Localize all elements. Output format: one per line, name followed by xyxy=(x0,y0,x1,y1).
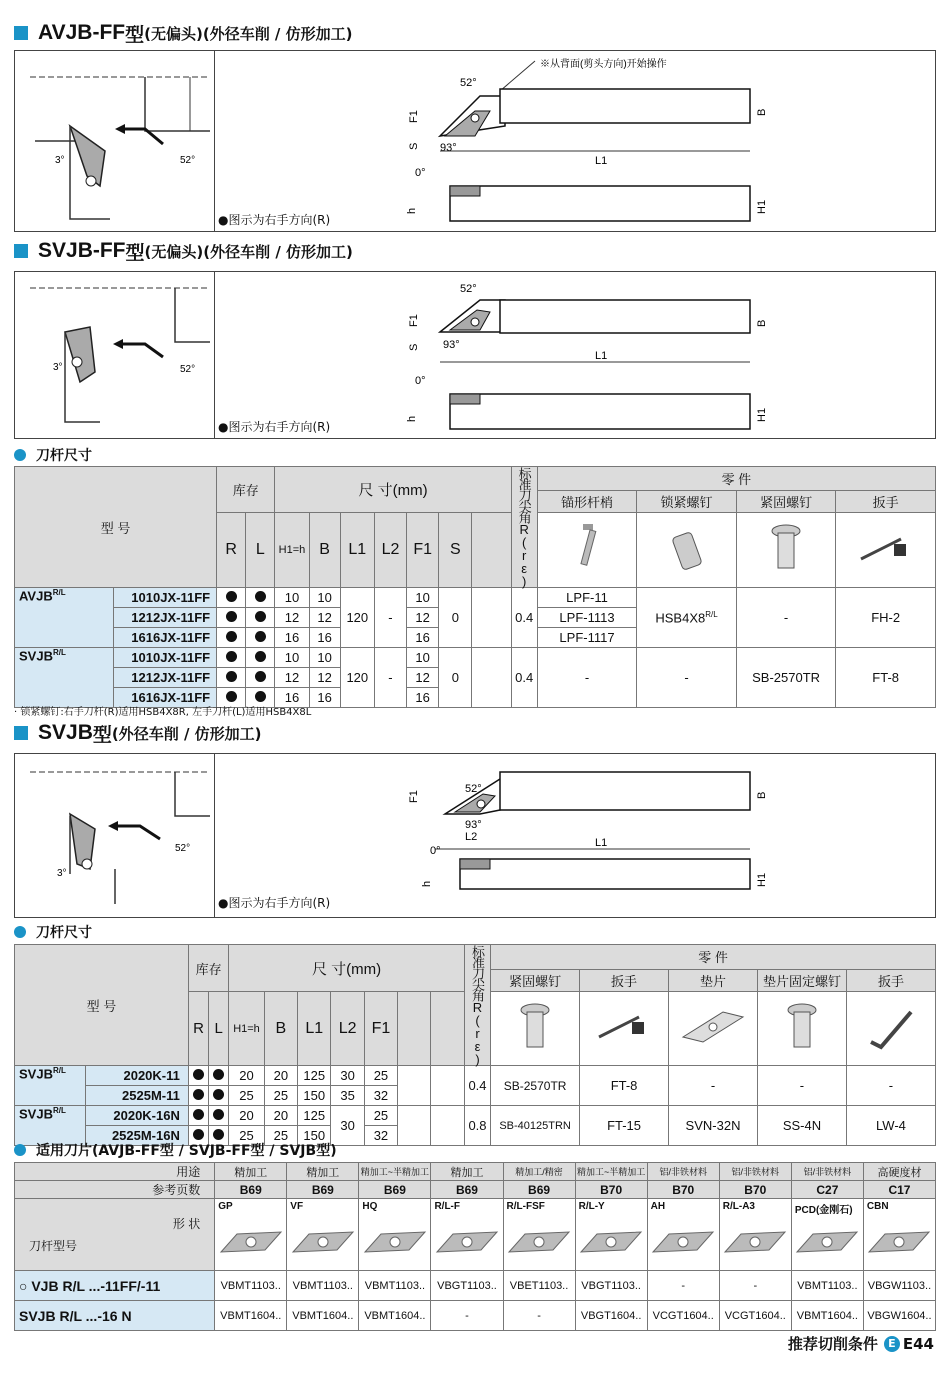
header-parts: 零 件 xyxy=(491,945,936,970)
svg-text:52°: 52° xyxy=(465,783,482,795)
stock-dot-icon xyxy=(213,1109,224,1120)
page-cell[interactable]: B69 xyxy=(359,1181,431,1199)
cutting-conditions-link[interactable]: 推荐切削条件 E E44 xyxy=(787,1334,934,1353)
insert-code-cell: VBMT1604.. xyxy=(359,1301,431,1331)
svg-text:3°: 3° xyxy=(53,362,63,373)
header-dimensions: 尺 寸(mm) xyxy=(229,945,465,992)
header-l2: L2 xyxy=(374,513,406,588)
insert-shape-cell xyxy=(215,1199,287,1271)
page-cell[interactable]: B70 xyxy=(647,1181,719,1199)
insert-code-cell: VBGW1103.. xyxy=(863,1271,935,1301)
svg-text:※从背面(剪头方向)开始操作: ※从背面(剪头方向)开始操作 xyxy=(540,59,667,70)
svg-text:H1: H1 xyxy=(756,407,768,422)
header-r: R xyxy=(217,513,246,588)
svg-text:B: B xyxy=(756,319,768,327)
stock-dot-icon xyxy=(226,611,237,622)
stock-dot-icon xyxy=(255,691,266,702)
svg-text:L2: L2 xyxy=(465,831,478,843)
pin-image xyxy=(537,513,637,588)
table-row: 1616JX-11FF 16 16 16 xyxy=(15,688,936,708)
insert-diamond-icon xyxy=(649,1222,717,1262)
header-part-wrench: 扳手 xyxy=(580,969,669,991)
chipbreaker-label: VF xyxy=(290,1201,304,1212)
header-part-shim: 垫片 xyxy=(669,969,758,991)
dimension-drawing xyxy=(395,754,815,917)
table-row: ○ VJB R/L ...-11FF/-11 VBMT1103.. VBMT1103.. VBMT1103.. VBGT1103.. VBET1103.. VBGT1103.. - - VBMT1103.. VBGW1103.. xyxy=(15,1271,936,1301)
header-l1: L1 xyxy=(298,992,331,1066)
circle-bullet-icon xyxy=(14,1144,26,1156)
stock-dot-icon xyxy=(213,1069,224,1080)
insert-diamond-icon xyxy=(721,1222,789,1262)
page-cell[interactable]: B69 xyxy=(503,1181,575,1199)
use-cell: 铝/非铁材料 xyxy=(791,1163,863,1181)
orientation-caption: ●图示为右手方向(R) xyxy=(218,213,331,227)
insert-diamond-icon xyxy=(361,1222,429,1262)
tool-holder-sketch xyxy=(15,754,215,917)
arrow-circle-icon: E xyxy=(884,1336,900,1352)
svg-text:B: B xyxy=(756,108,768,116)
header-part-lock-screw: 锁紧螺钉 xyxy=(637,491,737,513)
insert-code-cell: VBMT1103.. xyxy=(215,1271,287,1301)
clamp-screw-image xyxy=(736,513,836,588)
svg-text:52°: 52° xyxy=(460,77,477,89)
svg-text:L1: L1 xyxy=(595,350,608,362)
holder-table-svjb xyxy=(14,944,936,1146)
insert-diamond-icon xyxy=(505,1222,573,1262)
svg-text:H1: H1 xyxy=(756,872,768,887)
tool-holder-sketch xyxy=(15,51,215,231)
svg-text:L1: L1 xyxy=(595,837,608,849)
insert-code-cell: VBMT1103.. xyxy=(791,1271,863,1301)
wrench-image xyxy=(580,992,669,1066)
table-row: 1616JX-11FF 16 16 16 LPF-1117 xyxy=(15,628,936,648)
page-cell[interactable]: B69 xyxy=(287,1181,359,1199)
insert-diamond-icon xyxy=(577,1222,645,1262)
svg-text:3°: 3° xyxy=(57,868,67,879)
stock-dot-icon xyxy=(226,631,237,642)
table-row: $SVJB^{R/L}$ 1010JX-11FF 10 10 120 - 10 0 0.4 - - SB-2570TR FT-8 xyxy=(15,648,936,668)
svg-text:F1: F1 xyxy=(408,110,420,123)
chipbreaker-label: R/L-Y xyxy=(578,1201,605,1212)
use-cell: 精加工/精密 xyxy=(503,1163,575,1181)
header-b: B xyxy=(264,992,297,1066)
stock-dot-icon xyxy=(226,591,237,602)
holder-table-ff xyxy=(14,466,936,708)
svg-text:h: h xyxy=(421,880,433,887)
holder-tip-sketch-icon xyxy=(15,754,215,917)
header-l2: L2 xyxy=(331,992,364,1066)
header-part-clamp-screw: 紧固螺钉 xyxy=(491,969,580,991)
svg-text:F1: F1 xyxy=(408,314,420,327)
header-model: 型 号 xyxy=(15,945,189,1066)
insert-shape-cell xyxy=(287,1199,359,1271)
svg-text:52°: 52° xyxy=(460,283,477,295)
header-l: L xyxy=(209,992,229,1066)
square-bullet-icon xyxy=(14,726,28,740)
stock-dot-icon xyxy=(226,671,237,682)
holder-tip-sketch-icon xyxy=(15,51,215,231)
insert-code-cell: VBMT1103.. xyxy=(359,1271,431,1301)
table-row: 2525M-11 25 25 150 35 32 xyxy=(15,1086,936,1106)
stock-dot-icon xyxy=(193,1089,204,1100)
insert-code-cell: - xyxy=(503,1301,575,1331)
table3-subtitle: 适用刀片(AVJB-FF型 / SVJB-FF型 / SVJB型) xyxy=(14,1140,337,1160)
insert-code-cell: - xyxy=(647,1271,719,1301)
svg-text:52°: 52° xyxy=(180,364,196,375)
insert-code-cell: VBGT1604.. xyxy=(575,1301,647,1331)
svg-text:93°: 93° xyxy=(443,339,460,351)
page-cell[interactable]: C27 xyxy=(791,1181,863,1199)
table-row: 2525M-16N 25 25 150 32 xyxy=(15,1126,936,1146)
page-cell[interactable]: C17 xyxy=(863,1181,935,1199)
svg-text:93°: 93° xyxy=(465,819,482,831)
insert-code-cell: - xyxy=(431,1301,503,1331)
table1-subtitle: 刀杆尺寸 xyxy=(14,445,92,465)
chipbreaker-label: PCD(金刚石) xyxy=(794,1205,853,1216)
stock-dot-icon xyxy=(193,1069,204,1080)
insert-table xyxy=(14,1162,936,1331)
shim-image xyxy=(669,992,758,1066)
chipbreaker-label: HQ xyxy=(362,1201,378,1212)
circle-bullet-icon xyxy=(14,449,26,461)
insert-code-cell: VCGT1604.. xyxy=(719,1301,791,1331)
header-part-pin: 锚形杆梢 xyxy=(537,491,637,513)
header-part-clamp-screw: 紧固螺钉 xyxy=(736,491,836,513)
header-part-wrench: 扳手 xyxy=(836,491,936,513)
header-s: S xyxy=(439,513,472,588)
svg-text:S: S xyxy=(408,343,420,351)
stock-dot-icon xyxy=(255,611,266,622)
square-bullet-icon xyxy=(14,244,28,258)
insert-code-cell: VCGT1604.. xyxy=(647,1301,719,1331)
insert-code-cell: VBGT1103.. xyxy=(575,1271,647,1301)
insert-diamond-icon xyxy=(793,1222,861,1262)
header-page: 参考页数 xyxy=(15,1181,215,1199)
stock-dot-icon xyxy=(213,1089,224,1100)
circle-bullet-icon xyxy=(14,926,26,938)
insert-shape-cell xyxy=(575,1199,647,1271)
header-shape: 形 状 刀杆型号 xyxy=(15,1199,215,1271)
insert-diamond-icon xyxy=(865,1222,933,1262)
header-f1: F1 xyxy=(407,513,439,588)
svg-text:h: h xyxy=(406,415,418,422)
table-row: $SVJB^{R/L}$ 2020K-16N 20 20 125 30 25 0.8 SB-40125TRN FT-15 SVN-32N SS-4N LW-4 xyxy=(15,1106,936,1126)
use-cell: 高硬度材 xyxy=(863,1163,935,1181)
table2-subtitle: 刀杆尺寸 xyxy=(14,922,92,942)
use-cell: 精加工 xyxy=(287,1163,359,1181)
diagram-avjb-ff xyxy=(14,50,936,232)
page-cell[interactable]: B69 xyxy=(215,1181,287,1199)
header-h1h: H1=h xyxy=(229,992,264,1066)
page-cell[interactable]: B70 xyxy=(719,1181,791,1199)
use-cell: 铝/非铁材料 xyxy=(647,1163,719,1181)
diagram-svjb-ff xyxy=(14,271,936,439)
section-title-svjb: SVJB 型 (外径车削 / 仿形加工) xyxy=(14,720,262,746)
insert-shape-cell xyxy=(863,1199,935,1271)
square-bullet-icon xyxy=(14,26,28,40)
orientation-caption: ●图示为右手方向(R) xyxy=(218,420,331,434)
insert-shape-cell xyxy=(647,1199,719,1271)
insert-diamond-icon xyxy=(289,1222,357,1262)
wrench-image xyxy=(836,513,936,588)
header-l1: L1 xyxy=(340,513,374,588)
hex-key-image xyxy=(846,992,935,1066)
insert-code-cell: VBGT1103.. xyxy=(431,1271,503,1301)
header-radius: 标准刀尖角R(rε) xyxy=(511,467,537,588)
insert-code-cell: - xyxy=(719,1271,791,1301)
stock-dot-icon xyxy=(255,591,266,602)
stock-dot-icon xyxy=(255,671,266,682)
stock-dot-icon xyxy=(226,691,237,702)
table-row: $AVJB^{R/L}$ 1010JX-11FF 10 10 120 - 10 0 0.4 LPF-11 $HSB4X8^{R/L}$ - FH-2 xyxy=(15,588,936,608)
use-cell: 精加工~半精加工 xyxy=(575,1163,647,1181)
stock-dot-icon xyxy=(213,1129,224,1140)
header-stock: 库存 xyxy=(188,945,228,992)
section-title-avjb-ff: AVJB-FF 型 (无偏头)(外径车削 / 仿形加工) xyxy=(14,20,352,46)
insert-shape-cell xyxy=(503,1199,575,1271)
header-r: R xyxy=(188,992,208,1066)
stock-dot-icon xyxy=(226,651,237,662)
table-row: $SVJB^{R/L}$ 2020K-11 20 20 125 30 25 0.4 SB-2570TR FT-8 - - - xyxy=(15,1066,936,1086)
chipbreaker-label: GP xyxy=(218,1201,233,1212)
insert-code-cell: VBET1103.. xyxy=(503,1271,575,1301)
header-f1: F1 xyxy=(364,992,397,1066)
use-cell: 铝/非铁材料 xyxy=(719,1163,791,1181)
dimension-drawing xyxy=(395,51,815,231)
svg-text:B: B xyxy=(756,791,768,799)
tool-holder-sketch xyxy=(15,272,215,438)
table-row: SVJB R/L ...-16 N VBMT1604.. VBMT1604.. VBMT1604.. - - VBGT1604.. VCGT1604.. VCGT1604.. VBMT1604.. VBGW1604.. xyxy=(15,1301,936,1331)
svg-text:h: h xyxy=(406,207,418,214)
header-b: B xyxy=(309,513,340,588)
use-cell: 精加工~半精加工 xyxy=(359,1163,431,1181)
header-part-shim-screw: 垫片固定螺钉 xyxy=(757,969,846,991)
insert-shape-cell xyxy=(719,1199,791,1271)
page-cell[interactable]: B69 xyxy=(431,1181,503,1199)
svg-text:93°: 93° xyxy=(440,142,457,154)
chipbreaker-label: AH xyxy=(650,1201,666,1212)
section-title-svjb-ff: SVJB-FF 型 (无偏头)(外径车削 / 仿形加工) xyxy=(14,238,353,264)
chipbreaker-label: R/L-FSF xyxy=(506,1201,545,1212)
dimension-drawing xyxy=(395,272,815,438)
insert-shape-cell xyxy=(359,1199,431,1271)
svg-text:F1: F1 xyxy=(408,790,420,803)
insert-code-cell: VBMT1604.. xyxy=(287,1301,359,1331)
chipbreaker-label: CBN xyxy=(866,1201,889,1212)
header-model: 型 号 xyxy=(15,467,217,588)
svg-text:0°: 0° xyxy=(415,167,426,179)
shim-screw-image xyxy=(757,992,846,1066)
insert-code-cell: VBMT1604.. xyxy=(215,1301,287,1331)
svg-text:0°: 0° xyxy=(415,375,426,387)
header-part-key: 扳手 xyxy=(846,969,935,991)
header-dimensions: 尺 寸(mm) xyxy=(275,467,511,513)
insert-code-cell: VBMT1604.. xyxy=(791,1301,863,1331)
insert-diamond-icon xyxy=(217,1222,285,1262)
header-stock: 库存 xyxy=(217,467,275,513)
header-h1h: H1=h xyxy=(275,513,309,588)
diagram-svjb xyxy=(14,753,936,918)
svg-text:S: S xyxy=(408,142,420,150)
lock-screw-note: · 锁紧螺钉:右手刀杆(R)适用HSB4X8R, 左手刀杆(L)适用HSB4X8L xyxy=(14,707,312,718)
insert-shape-cell xyxy=(431,1199,503,1271)
page-cell[interactable]: B70 xyxy=(575,1181,647,1199)
insert-diamond-icon xyxy=(433,1222,501,1262)
svg-text:3°: 3° xyxy=(55,155,65,166)
model-prefix: $AVJB^{R/L}$ xyxy=(15,588,114,648)
chipbreaker-label: R/L-F xyxy=(434,1201,460,1212)
svg-text:52°: 52° xyxy=(175,843,191,854)
svg-text:52°: 52° xyxy=(180,155,196,166)
svg-text:L1: L1 xyxy=(595,155,608,167)
table-row: 1212JX-11FF 12 12 12 xyxy=(15,668,936,688)
stock-dot-icon xyxy=(193,1109,204,1120)
use-cell: 精加工 xyxy=(215,1163,287,1181)
table-row: 1212JX-11FF 12 12 12 LPF-1113 xyxy=(15,608,936,628)
insert-shape-cell xyxy=(791,1199,863,1271)
stock-dot-icon xyxy=(255,651,266,662)
lock-screw-image xyxy=(637,513,737,588)
model-prefix: $SVJB^{R/L}$ xyxy=(15,648,114,708)
stock-dot-icon xyxy=(255,631,266,642)
header-l: L xyxy=(246,513,275,588)
holder-tip-sketch-icon xyxy=(15,272,215,438)
svg-text:H1: H1 xyxy=(756,199,768,214)
svg-text:0°: 0° xyxy=(430,845,441,857)
insert-code-cell: VBGW1604.. xyxy=(863,1301,935,1331)
header-use: 用途 xyxy=(15,1163,215,1181)
orientation-caption: ●图示为右手方向(R) xyxy=(218,896,331,910)
insert-code-cell: VBMT1103.. xyxy=(287,1271,359,1301)
header-radius: 标准刀尖角R(rε) xyxy=(464,945,490,1066)
clamp-screw-image xyxy=(491,992,580,1066)
model-prefix: $SVJB^{R/L}$ xyxy=(15,1066,86,1106)
header-parts: 零 件 xyxy=(537,467,935,491)
stock-dot-icon xyxy=(193,1129,204,1140)
model-prefix: $SVJB^{R/L}$ xyxy=(15,1106,86,1146)
use-cell: 精加工 xyxy=(431,1163,503,1181)
chipbreaker-label: R/L-A3 xyxy=(722,1201,755,1212)
